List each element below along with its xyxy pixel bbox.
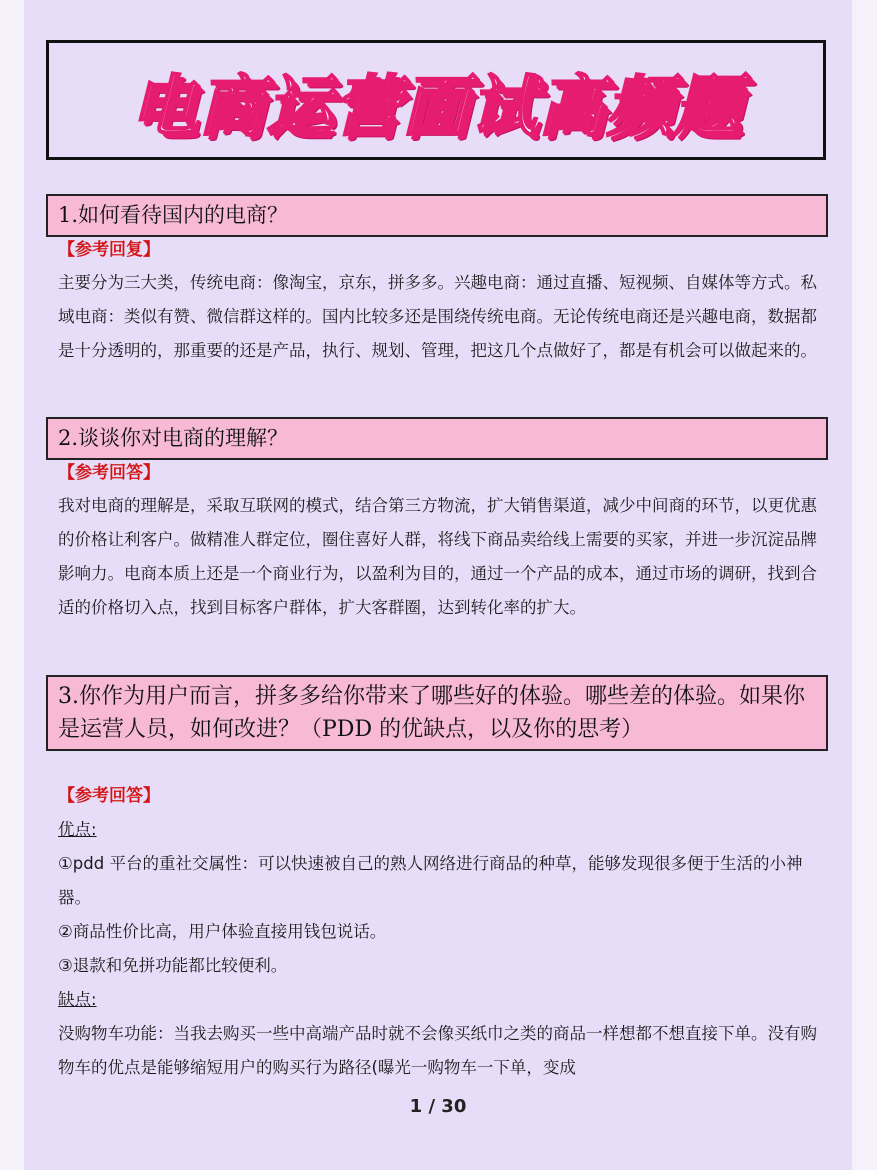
q3-reference-label: 【参考回答】 <box>58 786 160 806</box>
question-1-heading: 1.如何看待国内的电商？ <box>46 194 828 237</box>
q2-answer: 我对电商的理解是，采取互联网的模式，结合第三方物流，扩大销售渠道，减少中间商的环节，以更优惠的价格让利客户。做精准人群定位，圈住喜好人群，将线下商品卖给线上需要的买家，并进一步沉淀品牌影响力。电商本质上还是一个商业行为，以盈利为目的，通过一个产品的成本，通过市场的调研，找到合适的价格切入点，找到目标客户群体，扩大客群圈，达到转化率的扩大。 <box>58 496 817 617</box>
document-page <box>24 0 852 1170</box>
page-indicator: 1 / 30 <box>409 1096 467 1117</box>
page-title: 电商运营面试高频题 <box>130 67 742 145</box>
q1-reference-label: 【参考回复】 <box>58 240 160 260</box>
question-3-heading: 3.你作为用户而言，拼多多给你带来了哪些好的体验。哪些差的体验。如果你是运营人员，如何改进？（PDD 的优缺点，以及你的思考） <box>46 675 828 751</box>
con-item-1: 没购物车功能：当我去购买一些中高端产品时就不会像买纸巾之类的商品一样想都不想直接下单。没有购物车的优点是能够缩短用户的购买行为路径(曝光一购物车一下单，变成 <box>58 1024 817 1077</box>
title-banner <box>46 40 826 160</box>
pros-label: 优点: <box>58 820 97 839</box>
cons-label: 缺点: <box>58 990 97 1009</box>
pro-item-2: ②商品性价比高，用户体验直接用钱包说话。 <box>58 922 387 941</box>
question-2-heading: 2.谈谈你对电商的理解？ <box>46 417 828 460</box>
q1-answer: 主要分为三大类，传统电商：像淘宝，京东，拼多多。兴趣电商：通过直播、短视频、自媒体等方式。私域电商：类似有赞、微信群这样的。国内比较多还是围绕传统电商。无论传统电商还是兴趣电商，数据都是十分透明的，那重要的还是产品，执行、规划、管理，把这几个点做好了，都是有机会可以做起来的。 <box>58 273 817 360</box>
pro-item-3: ③退款和免拼功能都比较便利。 <box>58 956 288 975</box>
q2-reference-label: 【参考回答】 <box>58 463 160 483</box>
pro-item-1: ①pdd 平台的重社交属性：可以快速被自己的熟人网络进行商品的种草，能够发现很多便于生活的小神器。 <box>58 854 803 907</box>
